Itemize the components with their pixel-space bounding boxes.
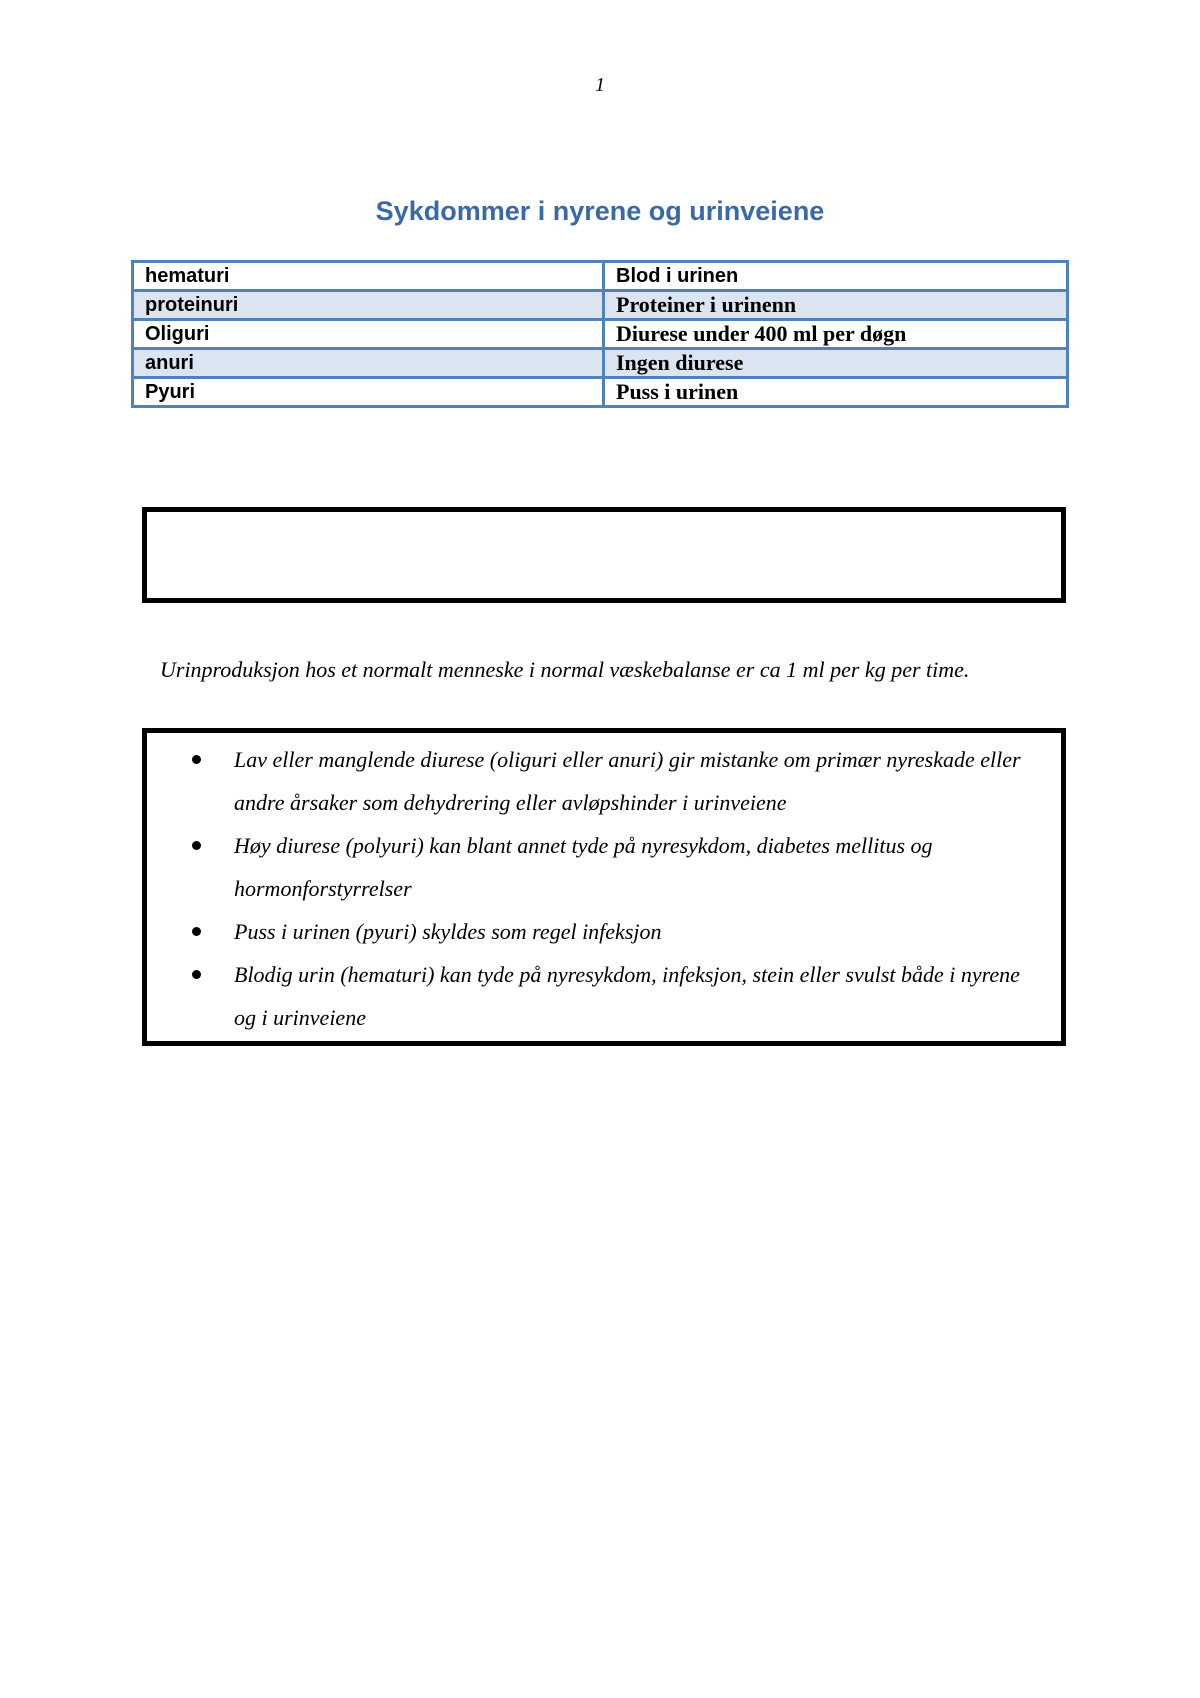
term-cell: Pyuri — [133, 378, 604, 407]
empty-box — [142, 507, 1066, 603]
table-row — [133, 262, 1068, 291]
list-item — [192, 953, 1022, 1039]
list-item — [192, 824, 1022, 910]
definition-cell: Ingen diurese — [604, 349, 1068, 378]
page-title: Sykdommer i nyrene og urinveiene — [375, 196, 825, 226]
list-item-text: Puss i urinen (pyuri) skyldes som regel infeksjon — [234, 919, 662, 944]
table-row — [133, 320, 1068, 349]
page-number: 1 — [595, 74, 605, 96]
intro-paragraph: Urinproduksjon hos et normalt menneske i normal væskebalanse er ca 1 ml per kg per time. — [160, 657, 970, 682]
definition-cell: Proteiner i urinenn — [604, 291, 1068, 320]
term-cell: proteinuri — [133, 291, 604, 320]
list-item — [192, 910, 1022, 953]
bullet-list — [192, 738, 1022, 1039]
terms-table — [131, 260, 1069, 408]
list-item — [192, 738, 1022, 824]
bullet-icon — [192, 970, 201, 979]
bullet-icon — [192, 755, 201, 764]
term-cell: hematuri — [133, 262, 604, 291]
definition-cell: Puss i urinen — [604, 378, 1068, 407]
bullet-box — [142, 728, 1066, 1046]
list-item-text: Lav eller manglende diurese (oliguri eller anuri) gir mistanke om primær nyreskade eller andre årsaker som dehydrering eller avløpshinder i urinveiene — [234, 747, 1021, 815]
table-row — [133, 378, 1068, 407]
bullet-icon — [192, 841, 201, 850]
definition-cell: Diurese under 400 ml per døgn — [604, 320, 1068, 349]
list-item-text: Blodig urin (hematuri) kan tyde på nyresykdom, infeksjon, stein eller svulst både i nyrene og i urinveiene — [234, 962, 1020, 1030]
term-cell: anuri — [133, 349, 604, 378]
list-item-text: Høy diurese (polyuri) kan blant annet tyde på nyresykdom, diabetes mellitus og hormonforstyrrelser — [234, 833, 933, 901]
bullet-icon — [192, 927, 201, 936]
table-row — [133, 349, 1068, 378]
table-row — [133, 291, 1068, 320]
term-cell: Oliguri — [133, 320, 604, 349]
definition-cell: Blod i urinen — [604, 262, 1068, 291]
